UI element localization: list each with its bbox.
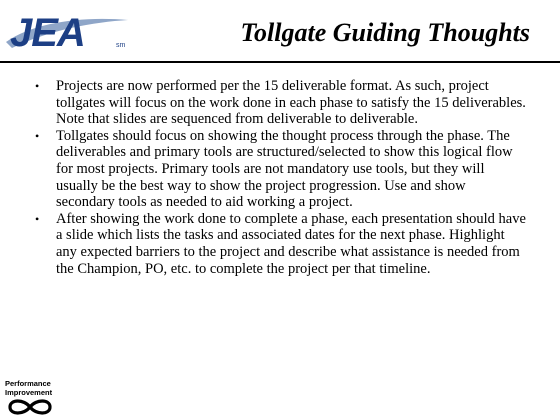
bullet-text: Tollgates should focus on showing the thought process through the phase. The deliverables and primary tools are structured/selected to show this logical flow for most projects. Primary tools are not mandatory use tools, but they will usually be the best way to show the project progression. Use and show secondary tools as needed to aid working a project.: [56, 127, 513, 211]
bullet-list: [35, 78, 527, 277]
infinity-icon: [5, 398, 55, 416]
jea-logo: [4, 4, 130, 56]
bullet-item: [35, 211, 527, 277]
bullet-item: [35, 78, 527, 128]
title-divider: [0, 61, 560, 63]
bullet-text: Projects are now performed per the 15 deliverable format. As such, project tollgates will focus on the work done in each phase to satisfy the 15 deliverables. Note that slides are sequenced from deliverable to deliverable.: [56, 78, 526, 128]
logo-text: JEA: [10, 11, 85, 55]
bullet-text: After showing the work done to complete a phase, each presentation should have a slide which lists the tasks and associated dates for the next phase. Highlight any expected barriers to the project and describe what assistance is needed from the Champion, PO, etc. to complete the project per that timeline.: [56, 210, 526, 277]
performance-improvement-logo: [5, 379, 65, 417]
bullet-icon: •: [35, 211, 40, 226]
bullet-icon: •: [35, 128, 40, 143]
page-title: Tollgate Guiding Thoughts: [240, 18, 530, 47]
footer-line-2: Improvement: [5, 388, 53, 397]
bullet-icon: •: [35, 79, 40, 93]
footer-line-1: Performance: [5, 379, 51, 388]
logo-sm-mark: sm: [116, 42, 126, 49]
bullet-item: [35, 128, 527, 211]
